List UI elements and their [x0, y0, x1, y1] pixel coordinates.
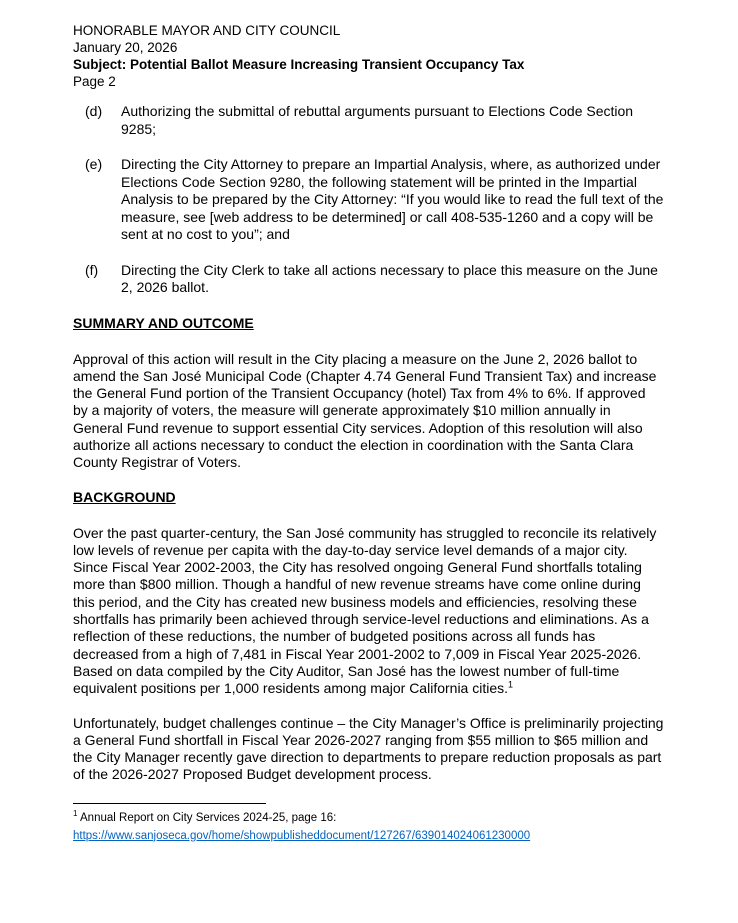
footnote-text [73, 808, 664, 826]
memo-subject: Subject: Potential Ballot Measure Increasing Transient Occupancy Tax [73, 57, 525, 72]
footnote-marker: 1 [73, 808, 78, 818]
background-paragraph-2: Unfortunately, budget challenges continue – the City Manager’s Office is preliminarily projecting a General Fund shortfall in Fiscal Year 2026-2027 ranging from $55 million to $65 million and the City Manager recently gave direction to departments to prepare reduction proposals as part of the 2026-2027 Proposed Budget development process. [73, 714, 664, 783]
list-item-d-label: (d) [85, 103, 103, 119]
list-item-e [73, 156, 664, 244]
list-item-d-text: Authorizing the submittal of rebuttal arguments pursuant to Elections Code Section 9285; [121, 103, 634, 137]
footnote-area [73, 803, 664, 844]
footnote-separator-rule [73, 803, 266, 804]
section-heading-summary-and-outcome: SUMMARY AND OUTCOME [73, 314, 254, 331]
memo-recipient: HONORABLE MAYOR AND CITY COUNCIL [73, 23, 341, 38]
resolution-action-list [73, 103, 664, 297]
list-item-d [73, 103, 664, 138]
list-item-f-label: (f) [85, 261, 99, 278]
list-item-f [73, 262, 664, 297]
footnote-citation: Annual Report on City Services 2024-25, page 16: [77, 811, 337, 824]
list-item-e-label: (e) [85, 156, 103, 172]
background-paragraph-1-text: Over the past quarter-century, the San José community has struggled to reconcile its relatively low levels of revenue per capita with the day-to-day service level demands of a major city. Since Fiscal Year 2002-2003, the City has resolved ongoing General Fund shortfalls totaling more than $800 million. Though a handful of new revenue streams have come online during this period, and the City has created new business models and efficiencies, resolving these shortfalls has primarily been achieved through service-level reductions and eliminations. As a reflection of these reductions, the number of budgeted positions across all funds has decreased from a high of 7,481 in Fiscal Year 2001-2002 to 7,009 in Fiscal Year 2025-2026. Based on data compiled by the City Auditor, San José has the lowest number of full-time equivalent positions per 1,000 residents among major California cities. [73, 524, 657, 697]
background-paragraph-1 [73, 525, 664, 698]
list-item-e-text: Directing the City Attorney to prepare an Impartial Analysis, where, as authorized under Elections Code Section 9280, the following statement will be printed in the Impartial Analysis to be prepared by the City Attorney: “If you would like to read the full text of the measure, see [web address to be determined] or call 408-535-1260 and a copy will be sent at no cost to you”; and [121, 156, 664, 242]
memo-header [73, 22, 664, 90]
section-heading-background: BACKGROUND [73, 488, 176, 505]
list-item-f-text: Directing the City Clerk to take all actions necessary to place this measure on the June 2, 2026 ballot. [121, 261, 658, 295]
memo-page-number: Page 2 [73, 74, 116, 89]
summary-paragraph: Approval of this action will result in the City placing a measure on the June 2, 2026 ballot to amend the San José Municipal Code (Chapter 4.74 General Fund Transient Tax) and increase the General Fund portion of the Transient Occupancy (hotel) Tax from 4% to 6%. If approved by a majority of voters, the measure will generate approximately $10 million annually in General Fund revenue to support essential City services. Adoption of this resolution will also authorize all actions necessary to conduct the election in coordination with the Santa Clara County Registrar of Voters. [73, 350, 657, 471]
footnote-reference-1: 1 [508, 679, 514, 690]
memo-date: January 20, 2026 [73, 40, 178, 55]
footnote-link[interactable]: https://www.sanjoseca.gov/home/showpublisheddocument/127267/639014024061230000 [73, 829, 531, 842]
